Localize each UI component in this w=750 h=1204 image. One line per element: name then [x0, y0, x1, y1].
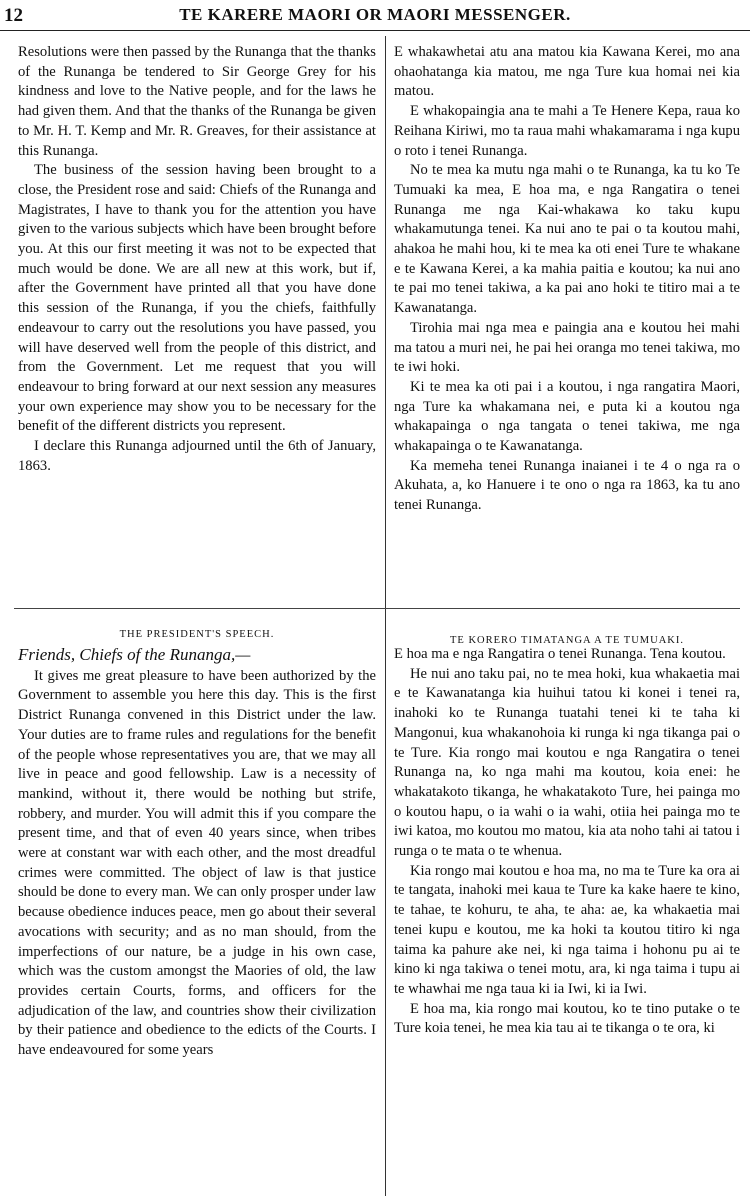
page-number: 12	[4, 5, 23, 26]
paragraph: E whakopaingia ana te mahi a Te Henere Kepa, raua ko Reihana Kiriwi, mo ta raua mahi whakamarama i nga kupu o roto i tenei Runanga.	[394, 103, 740, 159]
right-top-column	[394, 43, 740, 516]
paragraph: Tirohia mai nga mea e paingia ana e koutou hei mahi ma tatou a muri nei, he pai hei oranga mo tenei takiwa, mo te iwi hoki.	[394, 319, 740, 376]
left-top-column	[18, 43, 376, 476]
paragraph: Ka memeha tenei Runanga inaianei i te 4 o nga ra o Akuhata, a, ko Hanuere i te ono o nga ra 1863, ka tu ano tenei Runanga.	[394, 457, 740, 514]
paragraph: No te mea ka mutu nga mahi o te Runanga, ka tu ko Te Tumuaki ka mea, E hoa ma, e nga Rangatira o tenei Runanga me nga Kai-whakawa ko taku kupu whakamutunga tenei. Ka nui ano te pai o ta koutou mahi, ahakoa he mahi hou, ki te mea ka oti enei Ture te whakane e te Kawana Kerei, a ka mahia paitia e koutou; ka nui ano te pai mo tenei takiwa, a ka pai ano hoki te titiro mai a te Kawanatanga.	[394, 162, 740, 317]
paragraph: Resolutions were then passed by the Runanga that the thanks of the Runanga be tendered to Sir George Grey for his kindness and love to the Native people, and for the laws he had given them. And that the thanks of the Runanga be given to Mr. H. T. Kemp and Mr. R. Greaves, for their assistance at this Runanga.	[18, 44, 376, 159]
paragraph: He nui ano taku pai, no te mea hoki, kua whakaetia mai e te Kawanatanga kia huihui tatou ki konei i tenei ra, inahoki ko te Runanga tuatahi tenei ki te taha ki Mangonui, kua whakanohoia ki runga ki nga tikanga pai o te Ture. Kia rongo mai koutou e nga Rangatira o tenei Runanga na, ko nga mahi ma koutou, koia enei: he whakatakoto tikanga, he whakatakoto Ture, hei painga mo o koutou hapu, o ia wahi o ia wahi, otiia hei painga mo te iwi katoa, mo koutou mo matou, kia ata noho tahi ai tatou i runga o te mata o te whenua.	[394, 665, 740, 860]
paragraph: The business of the session having been brought to a close, the President rose and said: Chiefs of the Runanga and Magistrates, I have to thank you for the attention you have given to the various subjects which have been brought before you. At this our first meeting it was not to be expected that much would be done. We are all new at this work, but if, after the Government have printed all that you have done this session of the Runanga, if you the chiefs, faithfully endeavour to carry out the resolutions you have passed, you will have deserved well from the people of this district, and from the Government. Let me request that you will endeavour to bring forward at our next session any measures your own experience may show you to be necessary for the benefit of the different districts you represent.	[18, 162, 376, 435]
tumuaki-speech-heading: TE KORERO TIMATANGA A TE TUMUAKI.	[450, 635, 684, 646]
paragraph: E whakawhetai atu ana matou kia Kawana Kerei, mo ana ohaohatanga kia matou, me nga Ture kua homai nei kia matou.	[394, 44, 740, 100]
paragraph: I declare this Runanga adjourned until the 6th of January, 1863.	[18, 438, 376, 474]
section-divider	[14, 608, 740, 609]
presidents-speech-heading: THE PRESIDENT'S SPEECH.	[119, 629, 275, 640]
paragraph: E hoa ma, kia rongo mai koutou, ko te tino putake o te Ture koia tenei, he mea kia tau ai te tikanga o te ora, ki	[394, 1000, 740, 1037]
paragraph: Ki te mea ka oti pai i a koutou, i nga rangatira Maori, nga Ture ka whakamana nei, e puta ki a koutou nga whakapainga o nga tangata o tenei takiwa, me nga whakapainga o te Kawanatanga.	[394, 378, 740, 455]
salutation: Friends, Chiefs of the Runanga,—	[18, 645, 251, 664]
left-bottom-column	[18, 645, 376, 1061]
column-divider	[385, 36, 386, 1196]
masthead-title: TE KARERE MAORI OR MAORI MESSENGER.	[179, 5, 571, 24]
page-header	[0, 0, 750, 31]
paragraph: Kia rongo mai koutou e hoa ma, no ma te Ture ka ora ai te tangata, inahoki mei kaua te Ture ka kake haere te kino, te tahae, te kohuru, te aha, te aha: ae, ka whakaetia mai tenei kupu e koutou, me ka hoki ta koutou titiro ki nga taima ka pahure ake nei, ki nga taima i hohonu pu ai te kino ki nga takiwa o tenei motu, ara, ki nga taima i tupu ai te whawhai me nga taua ki ia Iwi, ki ia Iwi.	[394, 862, 740, 997]
paragraph: It gives me great pleasure to have been authorized by the Government to assemble you here this day. This is the first District Runanga convened in this District under the law. Your duties are to frame rules and regulations for the benefit of the people whose representatives you are, that we may all live in peace and good fellowship. Law is a necessity of mankind, without it, there would be nothing but strife, robbery, and murder. You will admit this if you compare the present time, and that of even 40 years since, when tribes were at constant war with each other, and the most dreadful crimes were committed. The object of law is that justice should be done to every man. We can only prosper under law because obedience induces peace, men go about their several avocations with security; and as no man should, from the imperfections of our nature, be a judge in his own case, which was the custom amongst the Maories of old, the law provides certain Courts, forms, and officers for the adjudication of the law, and countries show their civilization by their patience and obedience to the edicts of the Courts. I have endeavoured for some years	[18, 667, 376, 1059]
paragraph: E hoa ma e nga Rangatira o tenei Runanga. Tena koutou.	[394, 646, 726, 662]
right-bottom-column	[394, 645, 740, 1039]
